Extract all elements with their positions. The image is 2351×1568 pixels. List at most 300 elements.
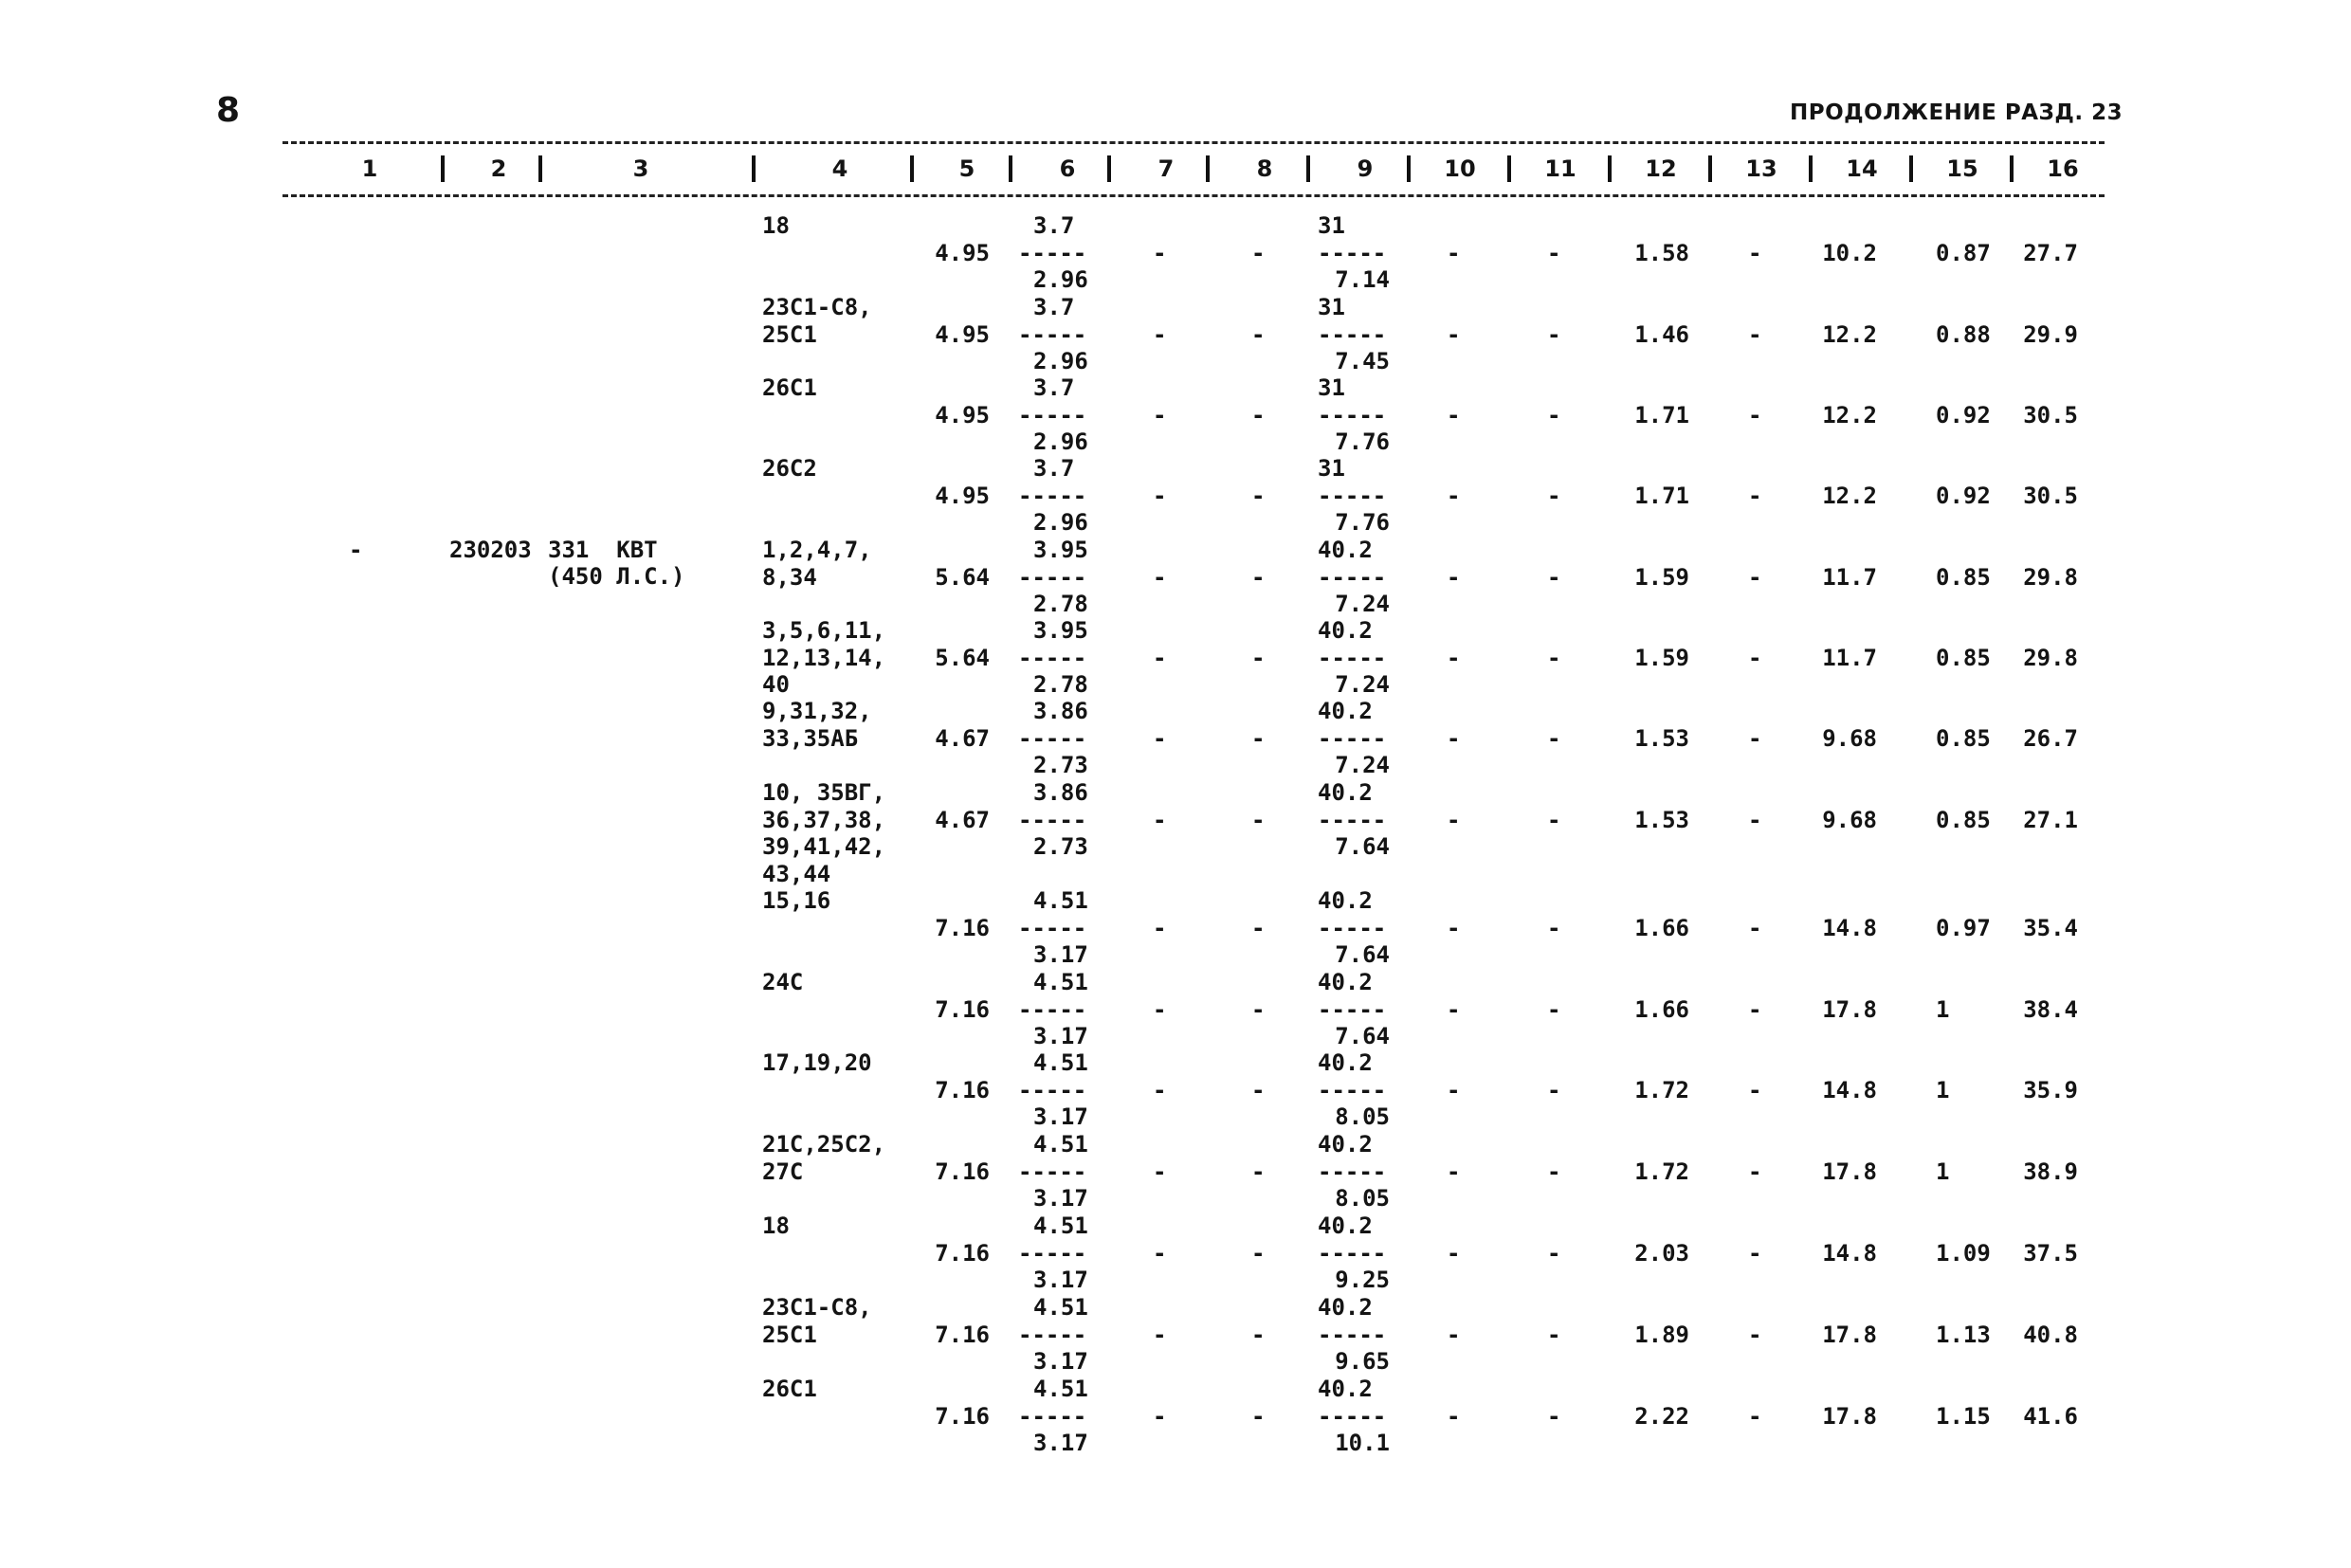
cell-col5: 4.95	[935, 482, 990, 509]
cell-col6-bottom: 3.17	[1033, 1185, 1088, 1212]
group-col1: -	[349, 537, 363, 563]
header-rule-top	[282, 141, 2105, 144]
cell-col9-bottom: 7.45	[1335, 348, 1390, 374]
column-header-13: 13	[1745, 155, 1777, 182]
cell-col13: -	[1748, 644, 1762, 671]
cell-col10: -	[1447, 1321, 1461, 1348]
cell-col4-line: 27С	[762, 1158, 804, 1185]
cell-col6-bottom: 3.17	[1033, 1023, 1088, 1049]
cell-col7: -	[1153, 806, 1167, 833]
cell-col13: -	[1748, 995, 1762, 1023]
cell-col12: 1.59	[1634, 644, 1689, 671]
cell-col14: 12.2	[1822, 320, 1877, 348]
cell-col12: 1.53	[1634, 724, 1689, 752]
cell-col13: -	[1748, 914, 1762, 941]
column-header-16: 16	[2047, 155, 2079, 182]
cell-col5: 4.95	[935, 401, 990, 428]
cell-col12: 2.03	[1634, 1239, 1689, 1267]
cell-col11: -	[1547, 724, 1561, 752]
cell-col9-bottom: 9.25	[1335, 1267, 1390, 1293]
cell-col16: 26.7	[2023, 724, 2078, 752]
cell-col5: 5.64	[935, 563, 990, 591]
cell-col5: 4.95	[935, 239, 990, 266]
cell-col10: -	[1447, 1076, 1461, 1103]
cell-col9-top: 40.2	[1318, 779, 1373, 806]
group-col3-line2: (450 Л.С.)	[548, 563, 685, 590]
cell-col7: -	[1153, 482, 1167, 509]
cell-col6-top: 4.51	[1033, 969, 1088, 995]
cell-col11: -	[1547, 401, 1561, 428]
cell-col12: 1.59	[1634, 563, 1689, 591]
cell-col12: 1.71	[1634, 401, 1689, 428]
cell-col8: -	[1251, 644, 1266, 671]
cell-col11: -	[1547, 1076, 1561, 1103]
cell-col8: -	[1251, 482, 1266, 509]
cell-col13: -	[1748, 806, 1762, 833]
cell-col10: -	[1447, 914, 1461, 941]
cell-col8: -	[1251, 401, 1266, 428]
cell-col9-bottom: 7.76	[1335, 428, 1390, 455]
column-header-1: 1	[361, 155, 378, 182]
fraction-bar: -----	[1018, 806, 1087, 833]
cell-col4-line: 25С1	[762, 1321, 817, 1348]
column-separator	[1708, 155, 1712, 182]
cell-col6-top: 3.7	[1033, 374, 1075, 401]
fraction-bar: -----	[1318, 1076, 1387, 1103]
cell-col16: 35.9	[2023, 1076, 2078, 1103]
cell-col4-line: 39,41,42,	[762, 833, 886, 860]
column-separator	[1306, 155, 1310, 182]
cell-col15: 0.87	[1936, 239, 1991, 266]
fraction-bar: -----	[1318, 1239, 1387, 1267]
cell-col4-line: 21С,25С2,	[762, 1131, 886, 1158]
cell-col14: 14.8	[1822, 1076, 1877, 1103]
cell-col14: 12.2	[1822, 482, 1877, 509]
fraction-bar: -----	[1018, 239, 1087, 266]
cell-col6-top: 3.7	[1033, 455, 1075, 482]
column-separator	[1407, 155, 1411, 182]
cell-col16: 37.5	[2023, 1239, 2078, 1267]
cell-col7: -	[1153, 563, 1167, 591]
cell-col6-top: 4.51	[1033, 1049, 1088, 1076]
cell-col9-bottom: 7.64	[1335, 941, 1390, 968]
cell-col8: -	[1251, 995, 1266, 1023]
cell-col10: -	[1447, 644, 1461, 671]
cell-col13: -	[1748, 1321, 1762, 1348]
cell-col13: -	[1748, 563, 1762, 591]
column-separator	[1809, 155, 1813, 182]
cell-col4-line: 8,34	[762, 563, 817, 591]
cell-col9-top: 31	[1318, 212, 1345, 239]
cell-col15: 0.85	[1936, 644, 1991, 671]
column-separator	[538, 155, 542, 182]
cell-col16: 40.8	[2023, 1321, 2078, 1348]
cell-col4-line: 1,2,4,7,	[762, 537, 872, 563]
fraction-bar: -----	[1018, 644, 1087, 671]
column-separator	[1909, 155, 1913, 182]
cell-col14: 17.8	[1822, 1321, 1877, 1348]
cell-col11: -	[1547, 320, 1561, 348]
cell-col9-top: 40.2	[1318, 1212, 1373, 1239]
cell-col4-line: 15,16	[762, 887, 831, 914]
cell-col7: -	[1153, 1402, 1167, 1430]
cell-col4-line: 3,5,6,11,	[762, 617, 886, 644]
cell-col14: 11.7	[1822, 644, 1877, 671]
cell-col14: 14.8	[1822, 1239, 1877, 1267]
cell-col12: 1.72	[1634, 1076, 1689, 1103]
fraction-bar: -----	[1018, 1076, 1087, 1103]
cell-col14: 11.7	[1822, 563, 1877, 591]
cell-col9-top: 40.2	[1318, 1131, 1373, 1158]
continuation-title: ПРОДОЛЖЕНИЕ РАЗД. 23	[1790, 100, 2123, 125]
cell-col9-top: 40.2	[1318, 1376, 1373, 1402]
cell-col5: 7.16	[935, 1076, 990, 1103]
fraction-bar: -----	[1318, 401, 1387, 428]
cell-col8: -	[1251, 914, 1266, 941]
group-col2: 230203	[449, 537, 532, 563]
cell-col5: 7.16	[935, 1239, 990, 1267]
cell-col8: -	[1251, 563, 1266, 591]
cell-col6-top: 4.51	[1033, 887, 1088, 914]
cell-col8: -	[1251, 1076, 1266, 1103]
column-header-3: 3	[632, 155, 649, 182]
fraction-bar: -----	[1318, 482, 1387, 509]
cell-col8: -	[1251, 1402, 1266, 1430]
fraction-bar: -----	[1318, 563, 1387, 591]
cell-col6-bottom: 2.78	[1033, 591, 1088, 617]
cell-col9-top: 40.2	[1318, 1294, 1373, 1321]
cell-col7: -	[1153, 401, 1167, 428]
fraction-bar: -----	[1018, 401, 1087, 428]
cell-col5: 4.67	[935, 806, 990, 833]
column-separator	[2010, 155, 2014, 182]
cell-col8: -	[1251, 724, 1266, 752]
fraction-bar: -----	[1318, 239, 1387, 266]
column-separator	[1009, 155, 1012, 182]
cell-col15: 0.85	[1936, 724, 1991, 752]
cell-col15: 1.09	[1936, 1239, 1991, 1267]
cell-col6-bottom: 3.17	[1033, 1348, 1088, 1375]
cell-col16: 38.4	[2023, 995, 2078, 1023]
cell-col15: 0.92	[1936, 401, 1991, 428]
cell-col14: 17.8	[1822, 995, 1877, 1023]
cell-col8: -	[1251, 239, 1266, 266]
column-header-6: 6	[1059, 155, 1076, 182]
cell-col7: -	[1153, 724, 1167, 752]
cell-col10: -	[1447, 1402, 1461, 1430]
cell-col8: -	[1251, 1158, 1266, 1185]
cell-col6-bottom: 3.17	[1033, 941, 1088, 968]
cell-col6-top: 4.51	[1033, 1376, 1088, 1402]
cell-col9-top: 31	[1318, 374, 1345, 401]
cell-col12: 1.53	[1634, 806, 1689, 833]
cell-col6-bottom: 2.73	[1033, 833, 1088, 860]
cell-col9-top: 40.2	[1318, 537, 1373, 563]
fraction-bar: -----	[1018, 1239, 1087, 1267]
fraction-bar: -----	[1018, 563, 1087, 591]
cell-col16: 41.6	[2023, 1402, 2078, 1430]
page-number: 8	[216, 91, 241, 130]
cell-col13: -	[1748, 239, 1762, 266]
fraction-bar: -----	[1318, 644, 1387, 671]
cell-col12: 1.46	[1634, 320, 1689, 348]
column-header-15: 15	[1946, 155, 1978, 182]
fraction-bar: -----	[1018, 482, 1087, 509]
cell-col5: 7.16	[935, 1402, 990, 1430]
cell-col9-bottom: 8.05	[1335, 1103, 1390, 1130]
fraction-bar: -----	[1018, 320, 1087, 348]
cell-col6-bottom: 2.96	[1033, 348, 1088, 374]
cell-col8: -	[1251, 320, 1266, 348]
cell-col11: -	[1547, 239, 1561, 266]
cell-col5: 7.16	[935, 995, 990, 1023]
fraction-bar: -----	[1318, 320, 1387, 348]
column-header-7: 7	[1157, 155, 1175, 182]
cell-col10: -	[1447, 806, 1461, 833]
cell-col13: -	[1748, 482, 1762, 509]
cell-col4-line: 23С1-С8,	[762, 1294, 872, 1321]
cell-col12: 1.58	[1634, 239, 1689, 266]
cell-col12: 1.66	[1634, 914, 1689, 941]
cell-col6-top: 3.7	[1033, 294, 1075, 320]
cell-col13: -	[1748, 1076, 1762, 1103]
cell-col11: -	[1547, 914, 1561, 941]
cell-col16: 30.5	[2023, 401, 2078, 428]
cell-col4-line: 40	[762, 671, 790, 698]
column-header-10: 10	[1444, 155, 1476, 182]
cell-col15: 1	[1936, 1158, 1950, 1185]
column-separator	[752, 155, 756, 182]
cell-col5: 4.67	[935, 724, 990, 752]
cell-col7: -	[1153, 1076, 1167, 1103]
cell-col11: -	[1547, 1239, 1561, 1267]
cell-col14: 17.8	[1822, 1158, 1877, 1185]
cell-col16: 29.8	[2023, 563, 2078, 591]
cell-col9-bottom: 7.76	[1335, 509, 1390, 536]
cell-col4-line: 18	[762, 212, 790, 239]
fraction-bar: -----	[1318, 1402, 1387, 1430]
cell-col7: -	[1153, 1321, 1167, 1348]
cell-col8: -	[1251, 806, 1266, 833]
cell-col10: -	[1447, 1158, 1461, 1185]
column-separator	[1608, 155, 1612, 182]
cell-col4-line: 12,13,14,	[762, 644, 886, 671]
fraction-bar: -----	[1318, 806, 1387, 833]
cell-col6-top: 3.95	[1033, 617, 1088, 644]
cell-col6-top: 4.51	[1033, 1212, 1088, 1239]
cell-col4-line: 18	[762, 1212, 790, 1239]
cell-col16: 29.8	[2023, 644, 2078, 671]
fraction-bar: -----	[1318, 1158, 1387, 1185]
cell-col7: -	[1153, 644, 1167, 671]
cell-col9-bottom: 8.05	[1335, 1185, 1390, 1212]
cell-col9-top: 31	[1318, 294, 1345, 320]
cell-col6-top: 3.7	[1033, 212, 1075, 239]
cell-col15: 0.85	[1936, 806, 1991, 833]
cell-col4-line: 36,37,38,	[762, 806, 886, 833]
cell-col9-bottom: 9.65	[1335, 1348, 1390, 1375]
cell-col13: -	[1748, 401, 1762, 428]
cell-col6-bottom: 3.17	[1033, 1103, 1088, 1130]
cell-col9-top: 31	[1318, 455, 1345, 482]
cell-col6-bottom: 2.96	[1033, 509, 1088, 536]
cell-col6-top: 4.51	[1033, 1131, 1088, 1158]
cell-col9-bottom: 7.24	[1335, 752, 1390, 778]
cell-col15: 1.13	[1936, 1321, 1991, 1348]
cell-col15: 0.97	[1936, 914, 1991, 941]
cell-col14: 10.2	[1822, 239, 1877, 266]
cell-col15: 0.85	[1936, 563, 1991, 591]
column-header-9: 9	[1357, 155, 1374, 182]
cell-col6-top: 3.86	[1033, 698, 1088, 724]
cell-col4-line: 25С1	[762, 320, 817, 348]
column-header-4: 4	[831, 155, 848, 182]
column-separator	[1107, 155, 1111, 182]
cell-col7: -	[1153, 995, 1167, 1023]
cell-col15: 1	[1936, 995, 1950, 1023]
cell-col5: 7.16	[935, 1158, 990, 1185]
cell-col6-bottom: 3.17	[1033, 1267, 1088, 1293]
cell-col13: -	[1748, 320, 1762, 348]
column-header-2: 2	[490, 155, 507, 182]
cell-col16: 38.9	[2023, 1158, 2078, 1185]
column-separator	[1507, 155, 1511, 182]
cell-col11: -	[1547, 1321, 1561, 1348]
cell-col10: -	[1447, 401, 1461, 428]
cell-col12: 1.72	[1634, 1158, 1689, 1185]
fraction-bar: -----	[1018, 1321, 1087, 1348]
cell-col15: 0.88	[1936, 320, 1991, 348]
cell-col9-bottom: 7.14	[1335, 266, 1390, 293]
cell-col9-top: 40.2	[1318, 617, 1373, 644]
fraction-bar: -----	[1318, 914, 1387, 941]
cell-col16: 35.4	[2023, 914, 2078, 941]
column-header-11: 11	[1544, 155, 1576, 182]
cell-col16: 30.5	[2023, 482, 2078, 509]
cell-col14: 9.68	[1822, 806, 1877, 833]
cell-col15: 0.92	[1936, 482, 1991, 509]
cell-col12: 2.22	[1634, 1402, 1689, 1430]
cell-col13: -	[1748, 1239, 1762, 1267]
cell-col4-line: 17,19,20	[762, 1049, 872, 1076]
cell-col9-bottom: 7.24	[1335, 671, 1390, 698]
fraction-bar: -----	[1318, 1321, 1387, 1348]
cell-col16: 29.9	[2023, 320, 2078, 348]
column-header-12: 12	[1645, 155, 1677, 182]
cell-col7: -	[1153, 1239, 1167, 1267]
column-separator	[1206, 155, 1210, 182]
cell-col4-line: 33,35АБ	[762, 724, 859, 752]
cell-col4-line: 23С1-С8,	[762, 294, 872, 320]
fraction-bar: -----	[1018, 1158, 1087, 1185]
cell-col10: -	[1447, 995, 1461, 1023]
cell-col6-bottom: 2.96	[1033, 428, 1088, 455]
cell-col9-bottom: 7.24	[1335, 591, 1390, 617]
header-rule-bottom	[282, 194, 2105, 197]
cell-col11: -	[1547, 1402, 1561, 1430]
cell-col6-top: 3.86	[1033, 779, 1088, 806]
cell-col7: -	[1153, 320, 1167, 348]
cell-col10: -	[1447, 239, 1461, 266]
cell-col6-top: 3.95	[1033, 537, 1088, 563]
cell-col6-bottom: 2.73	[1033, 752, 1088, 778]
cell-col15: 1.15	[1936, 1402, 1991, 1430]
fraction-bar: -----	[1018, 995, 1087, 1023]
fraction-bar: -----	[1318, 995, 1387, 1023]
cell-col4-line: 24С	[762, 969, 804, 995]
cell-col4-line: 26С1	[762, 1376, 817, 1402]
cell-col7: -	[1153, 1158, 1167, 1185]
column-separator	[441, 155, 445, 182]
cell-col5: 7.16	[935, 914, 990, 941]
fraction-bar: -----	[1318, 724, 1387, 752]
cell-col4-line: 26С2	[762, 455, 817, 482]
group-col3-line1: 331 КВТ	[548, 537, 658, 563]
cell-col14: 12.2	[1822, 401, 1877, 428]
cell-col12: 1.89	[1634, 1321, 1689, 1348]
cell-col11: -	[1547, 563, 1561, 591]
cell-col5: 7.16	[935, 1321, 990, 1348]
cell-col4-line: 10, 35ВГ,	[762, 779, 886, 806]
cell-col9-top: 40.2	[1318, 1049, 1373, 1076]
cell-col14: 9.68	[1822, 724, 1877, 752]
cell-col8: -	[1251, 1321, 1266, 1348]
cell-col14: 14.8	[1822, 914, 1877, 941]
cell-col11: -	[1547, 1158, 1561, 1185]
fraction-bar: -----	[1018, 1402, 1087, 1430]
column-header-5: 5	[958, 155, 975, 182]
cell-col7: -	[1153, 914, 1167, 941]
cell-col4-line: 43,44	[762, 860, 831, 887]
cell-col10: -	[1447, 724, 1461, 752]
cell-col6-bottom: 3.17	[1033, 1430, 1088, 1456]
cell-col4-line: 26С1	[762, 374, 817, 401]
cell-col16: 27.7	[2023, 239, 2078, 266]
cell-col14: 17.8	[1822, 1402, 1877, 1430]
cell-col13: -	[1748, 724, 1762, 752]
cell-col11: -	[1547, 644, 1561, 671]
cell-col5: 4.95	[935, 320, 990, 348]
cell-col9-bottom: 10.1	[1335, 1430, 1390, 1456]
cell-col11: -	[1547, 482, 1561, 509]
cell-col11: -	[1547, 806, 1561, 833]
column-separator	[910, 155, 914, 182]
column-header-14: 14	[1846, 155, 1878, 182]
cell-col12: 1.66	[1634, 995, 1689, 1023]
cell-col9-bottom: 7.64	[1335, 1023, 1390, 1049]
cell-col7: -	[1153, 239, 1167, 266]
cell-col15: 1	[1936, 1076, 1950, 1103]
cell-col11: -	[1547, 995, 1561, 1023]
fraction-bar: -----	[1018, 914, 1087, 941]
cell-col6-bottom: 2.96	[1033, 266, 1088, 293]
cell-col9-top: 40.2	[1318, 887, 1373, 914]
cell-col10: -	[1447, 563, 1461, 591]
cell-col12: 1.71	[1634, 482, 1689, 509]
cell-col9-top: 40.2	[1318, 698, 1373, 724]
cell-col10: -	[1447, 482, 1461, 509]
cell-col13: -	[1748, 1158, 1762, 1185]
column-header-8: 8	[1256, 155, 1273, 182]
cell-col8: -	[1251, 1239, 1266, 1267]
cell-col16: 27.1	[2023, 806, 2078, 833]
cell-col9-top: 40.2	[1318, 969, 1373, 995]
cell-col9-bottom: 7.64	[1335, 833, 1390, 860]
cell-col5: 5.64	[935, 644, 990, 671]
cell-col4-line: 9,31,32,	[762, 698, 872, 724]
cell-col6-top: 4.51	[1033, 1294, 1088, 1321]
cell-col6-bottom: 2.78	[1033, 671, 1088, 698]
